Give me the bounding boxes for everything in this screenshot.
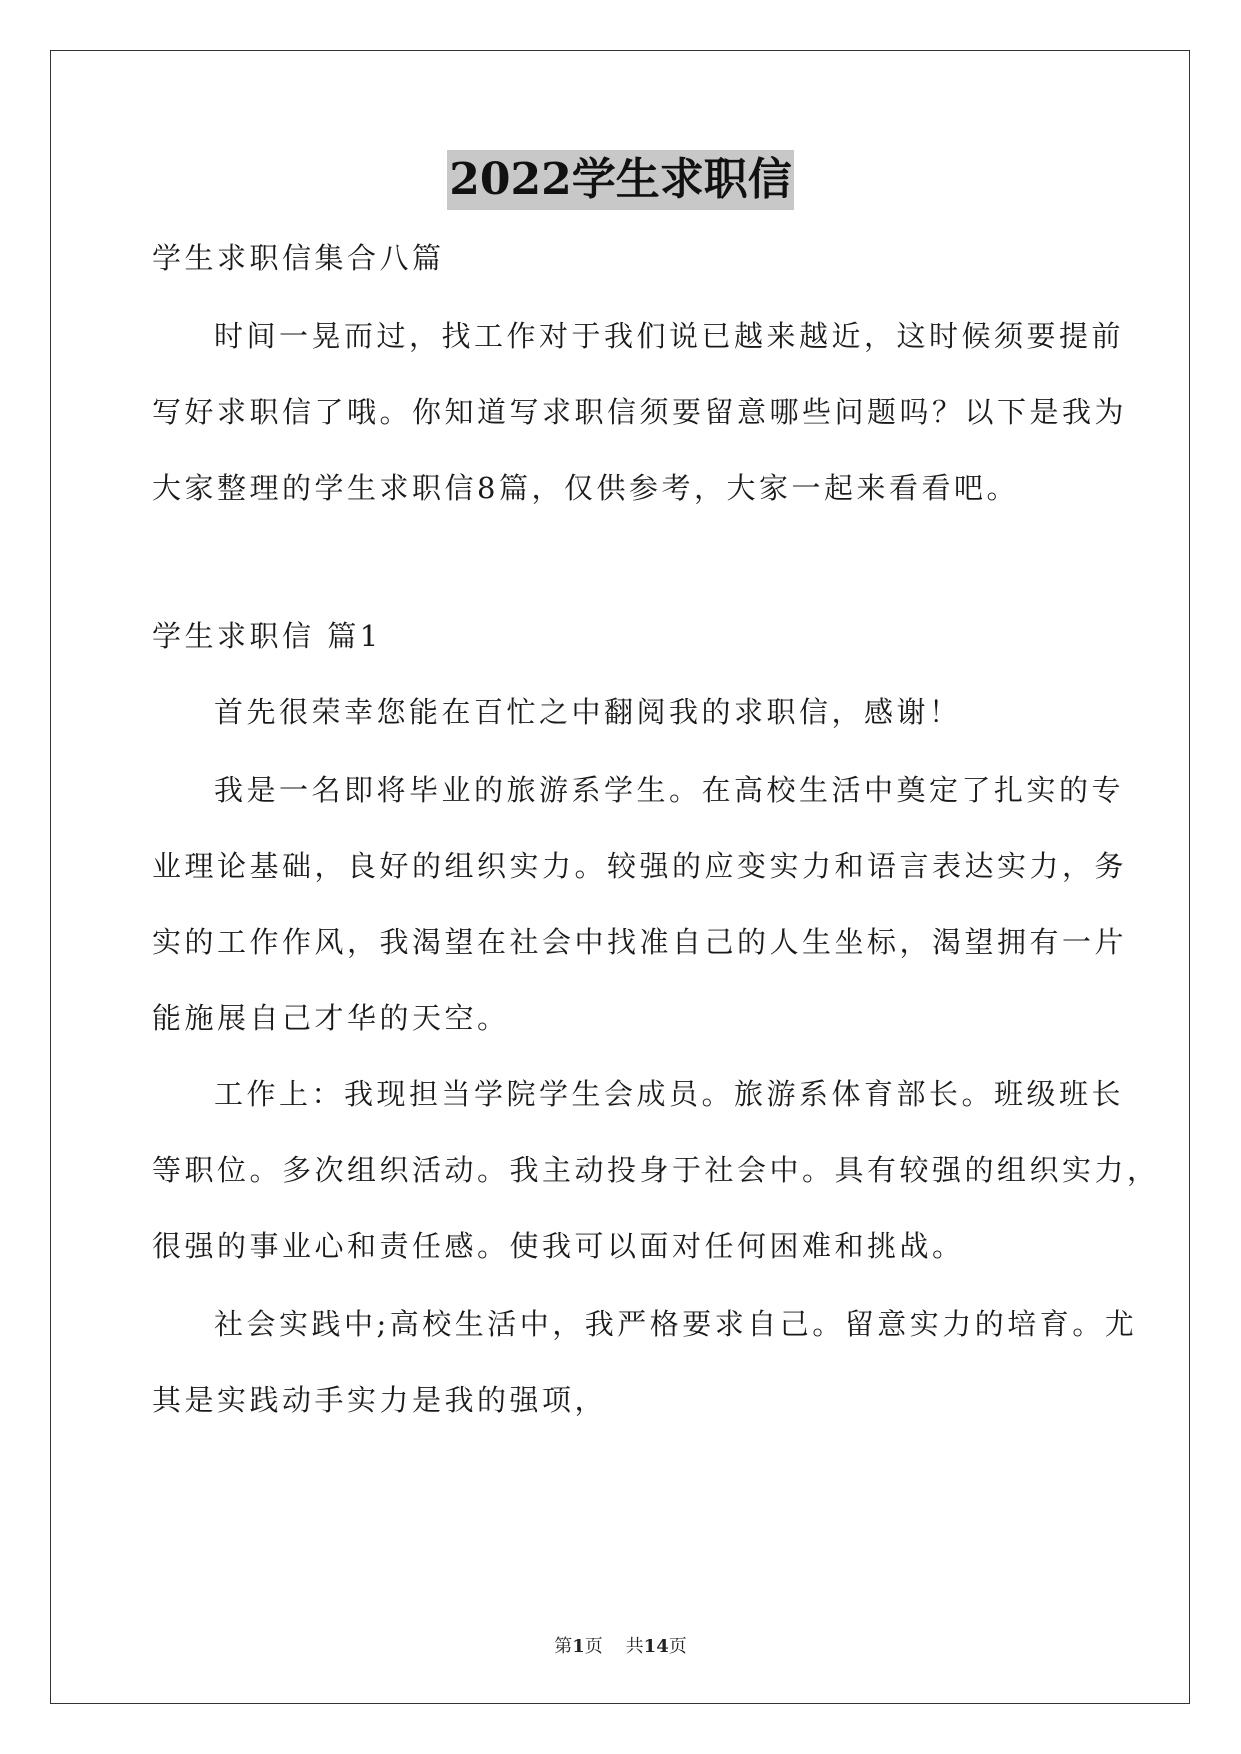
body-line-2: 我是一名即将毕业的旅游系学生。在高校生活中奠定了扎实的专 (214, 773, 1125, 807)
intro-line-3: 大家整理的学生求职信8篇，仅供参考，大家一起来看看吧。 (152, 471, 1019, 505)
body-line-8: 很强的事业心和责任感。使我可以面对任何困难和挑战。 (152, 1229, 965, 1263)
footer-page-prefix: 第 (554, 1636, 573, 1657)
body-line-3: 业理论基础，良好的组织实力。较强的应变实力和语言表达实力，务 (152, 849, 1128, 883)
body-line-1: 首先很荣幸您能在百忙之中翻阅我的求职信，感谢！ (214, 695, 962, 729)
body-line-10: 其是实践动手实力是我的强项， (152, 1383, 608, 1417)
intro-line-2: 写好求职信了哦。你知道写求职信须要留意哪些问题吗？以下是我为 (152, 395, 1128, 429)
body-line-4: 实的工作作风，我渴望在社会中找准自己的人生坐标，渴望拥有一片 (152, 925, 1128, 959)
body-line-6: 工作上：我现担当学院学生会成员。旅游系体育部长。班级班长 (214, 1077, 1125, 1111)
document-title: 2022学生求职信 (447, 150, 793, 210)
footer-page-number: 1 (572, 1636, 585, 1657)
title-container (0, 150, 1241, 210)
body-line-7: 等职位。多次组织活动。我主动投身于社会中。具有较强的组织实力， (152, 1153, 1160, 1187)
footer-total-suffix: 页 (668, 1636, 687, 1657)
footer-total-prefix: 共 (625, 1636, 644, 1657)
body-line-5: 能施展自己才华的天空。 (152, 1001, 510, 1035)
body-line-9: 社会实践中;高校生活中，我严格要求自己。留意实力的培育。尤 (214, 1307, 1138, 1341)
page-footer (0, 1632, 1241, 1658)
footer-page-suffix: 页 (584, 1636, 603, 1657)
footer-total-pages: 14 (643, 1636, 669, 1657)
section-title: 学生求职信 篇1 (152, 619, 382, 653)
intro-line-1: 时间一晃而过，找工作对于我们说已越来越近，这时候须要提前 (214, 319, 1125, 353)
document-heading: 学生求职信集合八篇 (152, 241, 445, 275)
